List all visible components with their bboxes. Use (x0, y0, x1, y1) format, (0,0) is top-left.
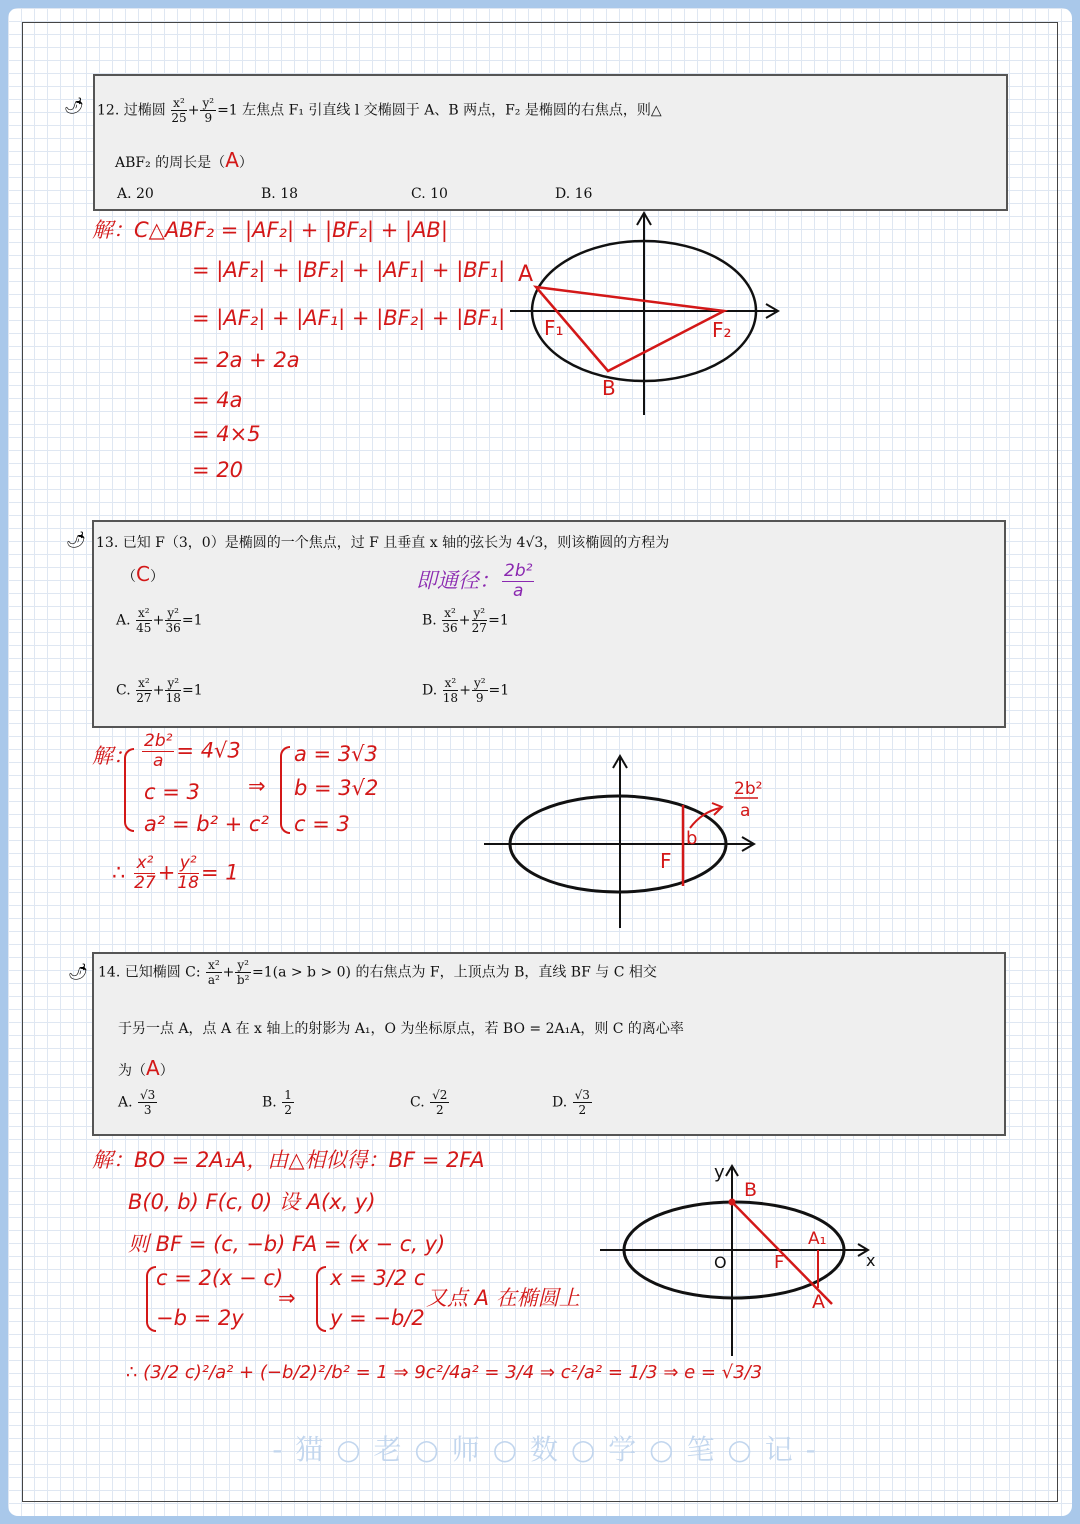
answer-mark: A (146, 1056, 160, 1080)
label-f2: F₂ (712, 318, 732, 342)
option-b: B. 18 (261, 186, 299, 202)
chili-pepper-icon: 🌶 (68, 962, 89, 981)
question-13-box (92, 520, 1006, 728)
option-a: A. $\frac{√3}{3}$ (118, 1088, 156, 1117)
question-13-answer (122, 562, 164, 586)
q13-eq-1: $\frac{\text{2b²}}{a}$ = 4√3 (144, 731, 241, 771)
fraction-y: $\frac{\text{y²}}{9}$ (202, 96, 215, 125)
question-12-line-2 (115, 148, 253, 172)
question-number: 12. (97, 102, 120, 119)
answer-mark: C (136, 562, 150, 586)
question-14-box (92, 952, 1006, 1136)
q14-solution-line-3: 则 BF = (c, −b) FA = (x − c, y) (128, 1232, 446, 1256)
q13-solution-head: 解： (92, 744, 134, 768)
q14-result-x: x = 3/2 c (330, 1266, 426, 1290)
left-brace (146, 1266, 156, 1332)
q13-ellipse-figure (480, 750, 770, 935)
q14-solution-line-1: 解：BO = 2A₁A，由△相似得：BF = 2FA (92, 1148, 485, 1172)
label-b: B (602, 376, 616, 400)
label-a: A (812, 1291, 825, 1313)
q12-solution-line-4: = 2a + 2a (192, 348, 300, 372)
q14-system-eq-1: c = 2(x − c) (156, 1266, 284, 1290)
label-a: A (518, 262, 534, 287)
question-number: 13. (96, 535, 119, 551)
latus-rectum-note: 即通径： $\frac{\text{2b²}}{a}$ (416, 561, 533, 601)
question-text: =1(a > b > 0) 的右焦点为 F，上顶点为 B，直线 BF 与 C 相交 (251, 964, 657, 981)
option-b: B. $\frac{\text{x²}}{36}$ + $\frac{\text{y²}}{27}$ =1 (422, 606, 509, 635)
question-14-line-1: 14. 已知椭圆 C: $\frac{\text{x²}}{\text{a²}}$ + $\frac{\text{y²}}{\text{b²}}$ =1(a > b > 0) 的右焦点为 F，上顶点为 B，直线 BF 与 C 相交 (98, 958, 657, 987)
label-a: a (740, 801, 751, 821)
fraction-x: $\frac{\text{x²}}{25}$ (171, 96, 187, 125)
implies-arrow: ⇒ (248, 774, 266, 798)
question-text: =1 左焦点 F₁ 引直线 l 交椭圆于 A、B 两点，F₂ 是椭圆的右焦点，则△ (217, 102, 662, 119)
question-text: 已知椭圆 C: (124, 964, 201, 981)
implies-arrow: ⇒ (278, 1286, 296, 1310)
q13-result-1: a = 3√3 (294, 742, 378, 766)
label-y: y (714, 1162, 725, 1183)
question-12-box (93, 74, 1008, 211)
option-b: B. $\frac{1}{2}$ (262, 1088, 292, 1117)
q12-solution-line-1: 解：C△ABF₂ = |AF₂| + |BF₂| + |AB| (92, 218, 448, 242)
paren: （ (122, 569, 136, 585)
label-b: B (744, 1179, 758, 1201)
left-brace (280, 746, 290, 834)
point-b (729, 1199, 736, 1206)
q14-system-eq-2: −b = 2y (156, 1306, 244, 1330)
question-text: ABF₂ 的周长是（ (115, 155, 226, 171)
left-brace (124, 748, 134, 832)
chili-pepper-icon: 🌶 (64, 96, 85, 115)
label-f1: F₁ (544, 316, 564, 340)
question-text: 过椭圆 (123, 102, 166, 119)
answer-mark: A (225, 148, 239, 172)
q13-eq-3: a² = b² + c² (144, 812, 269, 836)
question-13-line-1 (96, 532, 669, 552)
question-12-line-1: 12. 过椭圆 $\frac{\text{x²}}{25}$ + $\frac{\text{y²}}{9}$ =1 左焦点 F₁ 引直线 l 交椭圆于 A、B 两点，F₂ 是椭圆的右焦点，则△ (97, 96, 662, 125)
option-c: C. 10 (411, 186, 448, 202)
q12-solution-line-7: = 20 (192, 458, 243, 482)
chili-pepper-icon: 🌶 (66, 530, 87, 549)
q13-result-3: c = 3 (294, 812, 350, 836)
q12-ellipse-figure (500, 205, 790, 425)
option-c: C. $\frac{√2}{2}$ (410, 1088, 448, 1117)
question-text: 已知 F（3，0）是椭圆的一个焦点，过 F 且垂直 x 轴的弦长为 4√3，则该椭圆的方程为 (122, 535, 670, 551)
triangle-abf2 (536, 287, 724, 371)
q14-note: 又点 A 在椭圆上 (426, 1286, 580, 1310)
option-a: A. $\frac{\text{x²}}{45}$ + $\frac{\text{y²}}{36}$ =1 (116, 606, 203, 635)
label-b: b (686, 828, 698, 849)
label-f: F (774, 1252, 785, 1273)
q14-result-y: y = −b/2 (330, 1306, 425, 1330)
q13-conclusion: ∴ $\frac{\text{x²}}{27}$ + $\frac{\text{y²}}{18}$ = 1 (112, 853, 239, 893)
label-2b2: 2b² (734, 779, 763, 799)
question-14-line-3: 为（A） (118, 1056, 174, 1080)
q12-solution-line-6: = 4×5 (192, 422, 261, 446)
paren: ） (149, 569, 164, 585)
option-a: A. 20 (117, 186, 154, 202)
label-o: O (714, 1253, 727, 1272)
option-c: C. $\frac{\text{x²}}{27}$ + $\frac{\text{y²}}{18}$ =1 (116, 676, 203, 705)
q13-result-2: b = 3√2 (294, 776, 379, 800)
q12-solution-line-3: = |AF₂| + |AF₁| + |BF₂| + |BF₁| (192, 306, 506, 330)
label-f: F (660, 849, 672, 873)
q14-ellipse-figure (596, 1160, 886, 1360)
paren: ） (238, 155, 253, 171)
label-x: x (866, 1251, 876, 1270)
option-d: D. 16 (555, 186, 593, 202)
q13-eq-2: c = 3 (144, 780, 200, 804)
q12-solution-line-5: = 4a (192, 388, 243, 412)
option-d: D. $\frac{\text{x²}}{18}$ + $\frac{\text{y²}}{9}$ =1 (422, 676, 510, 705)
question-14-line-2: 于另一点 A，点 A 在 x 轴上的射影为 A₁，O 为坐标原点，若 BO = 2A₁A，则 C 的离心率 (118, 1021, 684, 1037)
q14-solution-line-2: B(0, b) F(c, 0) 设 A(x, y) (128, 1190, 376, 1214)
label-a1: A₁ (808, 1229, 827, 1249)
option-d: D. $\frac{√3}{2}$ (552, 1088, 590, 1117)
footer-watermark: - 猫 ○ 老 ○ 师 ○ 数 ○ 学 ○ 笔 ○ 记 - (272, 1433, 818, 1466)
question-number: 14. (98, 964, 121, 981)
q14-final-derivation: ∴ (3/2 c)²/a² + (−b/2)²/b² = 1 ⇒ 9c²/4a² = 3/4 ⇒ c²/a² = 1/3 ⇒ e = √3/3 (126, 1362, 763, 1383)
q12-solution-line-2: = |AF₂| + |BF₂| + |AF₁| + |BF₁| (192, 258, 506, 282)
left-brace (316, 1266, 326, 1332)
